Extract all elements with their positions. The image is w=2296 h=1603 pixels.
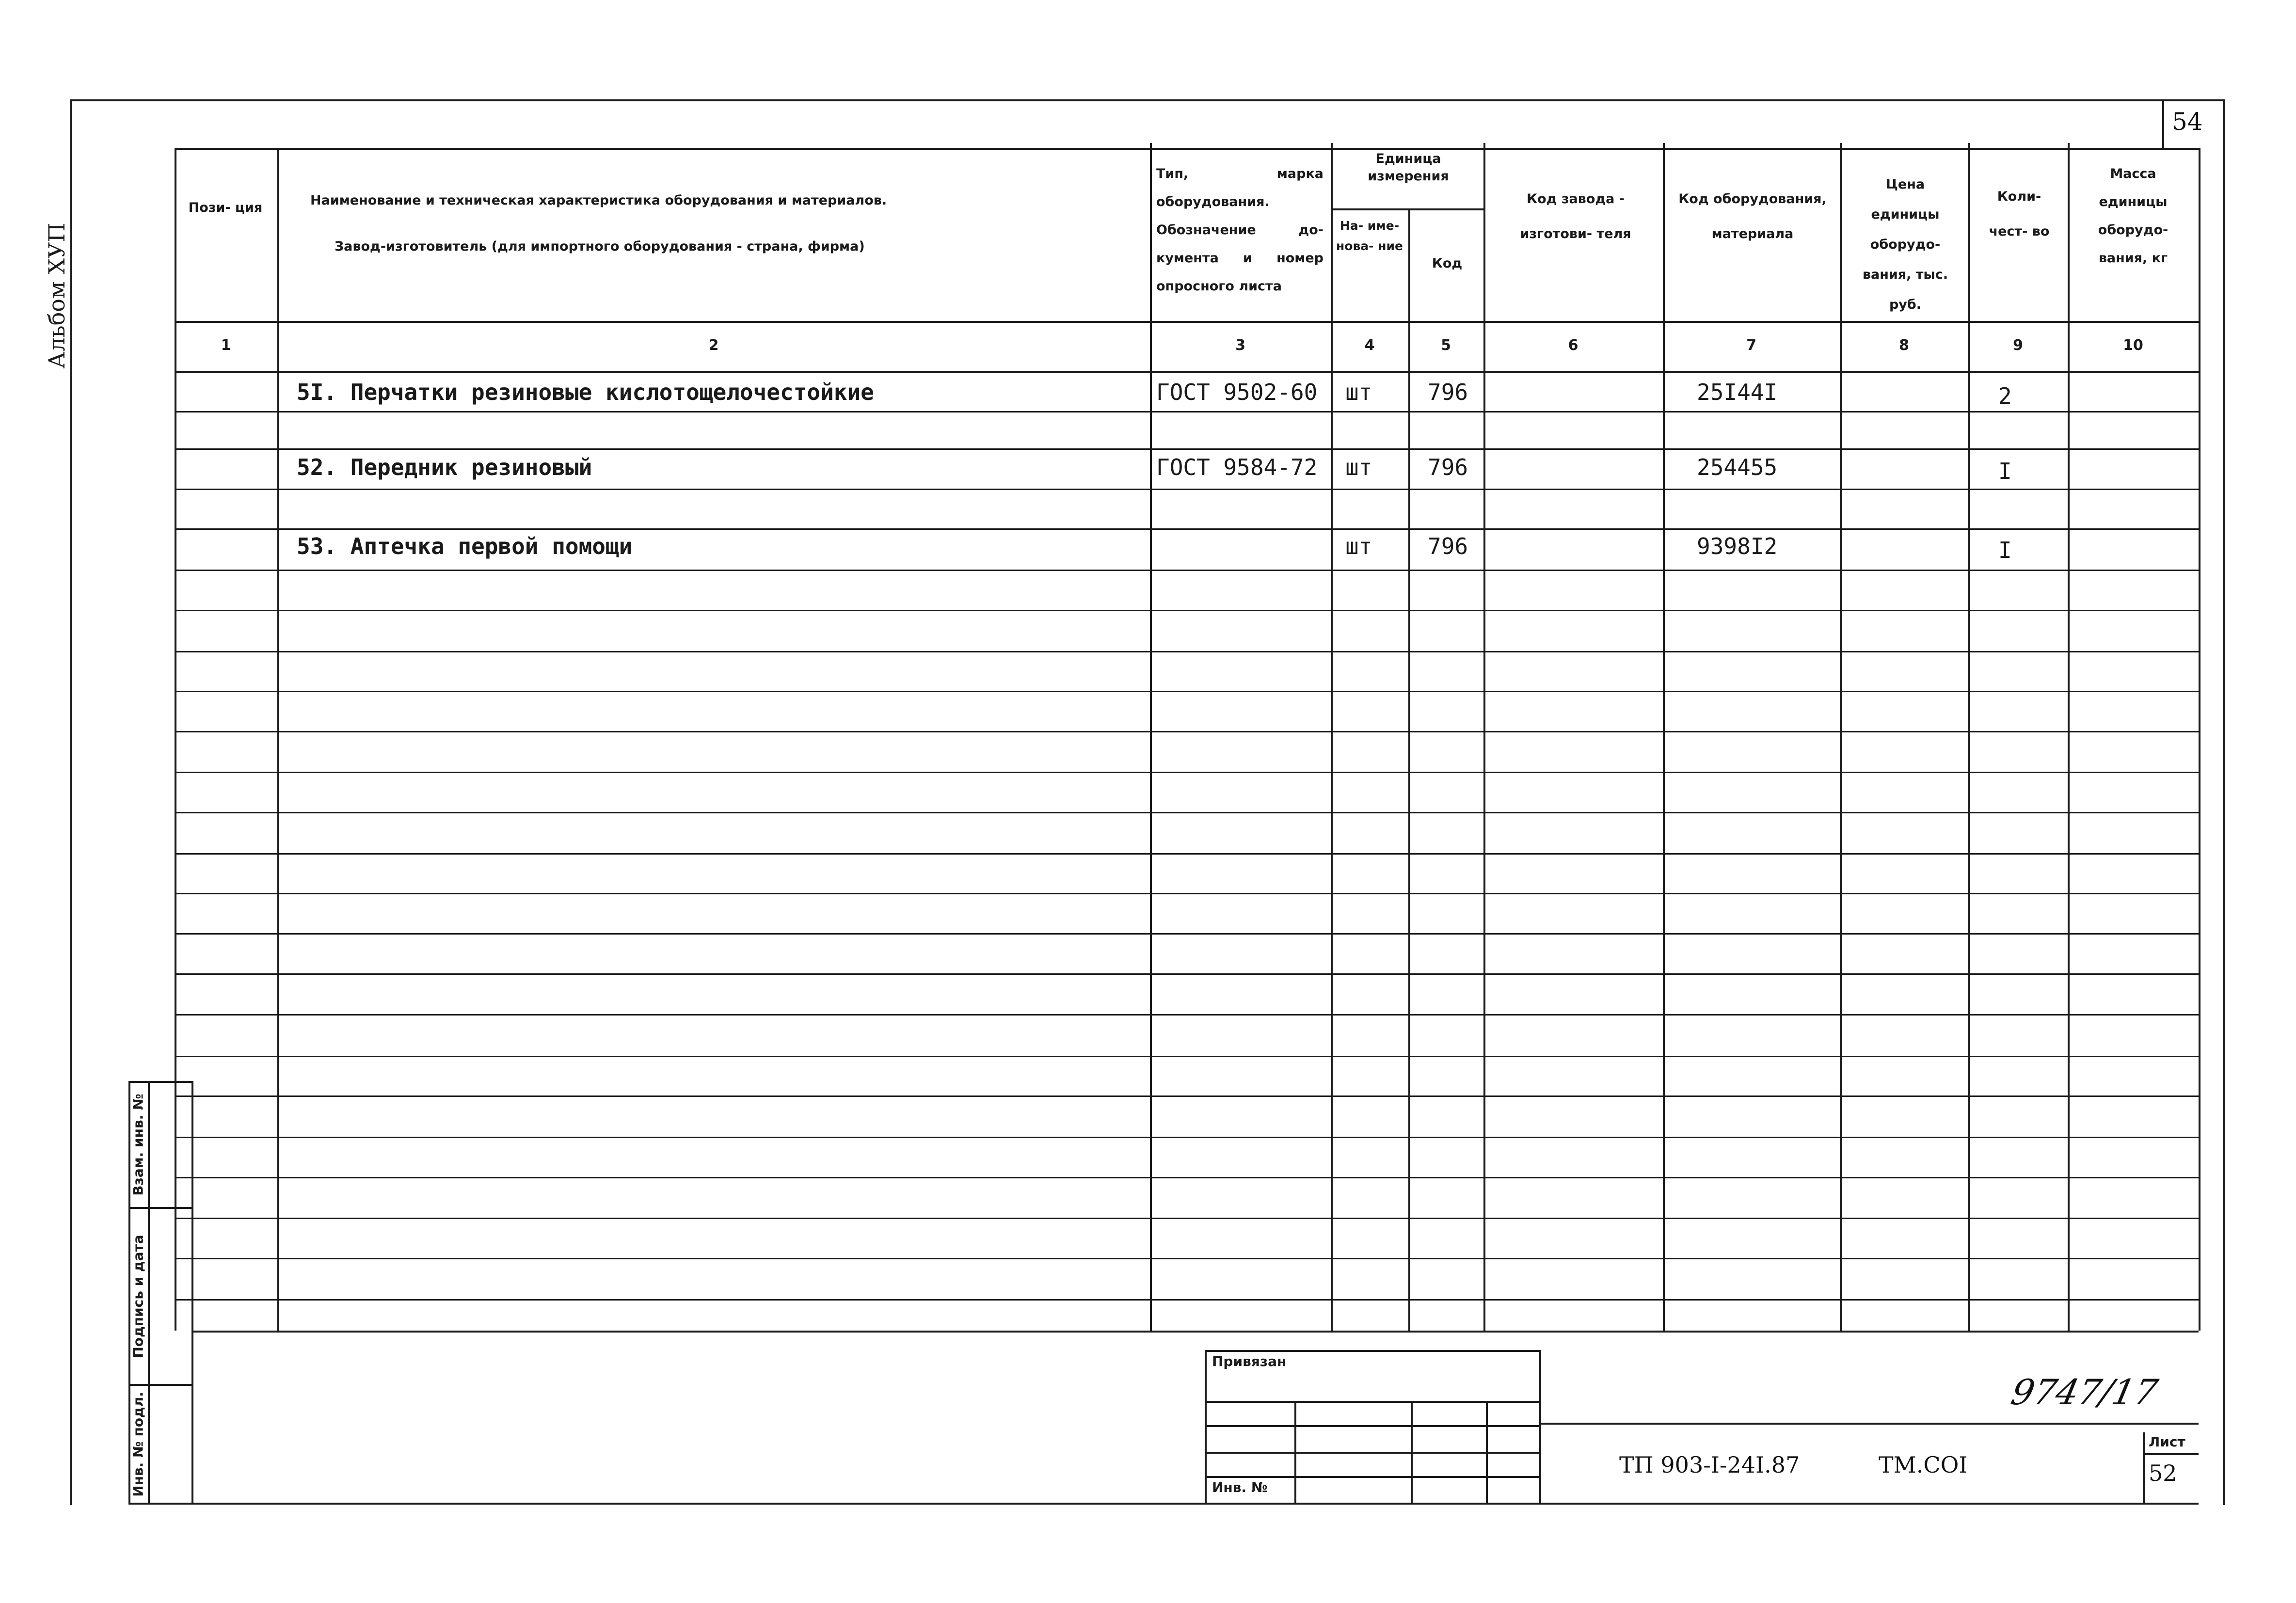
col-num-8: 8	[1899, 337, 1909, 354]
side-stamp-replace-inv: Взам. инв. №	[130, 1094, 146, 1196]
table-row-line	[175, 1095, 2199, 1097]
table-row-line	[175, 772, 2199, 773]
col-num-9: 9	[2013, 337, 2023, 354]
header-maker-code: Код завода - изготови- теля	[1520, 191, 1631, 241]
header-top-line	[175, 148, 2199, 150]
col-num-1: 1	[221, 337, 231, 354]
col-num-5: 5	[1441, 337, 1451, 354]
table-bottom-line	[191, 1331, 2199, 1333]
col-num-7: 7	[1746, 337, 1756, 354]
bound-box-h2	[1205, 1425, 1539, 1427]
bound-box-h4	[1205, 1476, 1539, 1478]
table-row-line	[175, 651, 2199, 652]
table-row-line	[175, 893, 2199, 894]
row2-name: 52. Передник резиновый	[297, 454, 592, 480]
row1-unit: шт	[1345, 379, 1372, 405]
col-num-4: 4	[1364, 337, 1375, 354]
col-num-6: 6	[1568, 337, 1578, 354]
side-stamp-signature: Подпись и дата	[130, 1235, 146, 1358]
frame-top	[70, 99, 2223, 101]
header-qty: Коли- чест- во	[1989, 189, 2050, 239]
table-row-line	[175, 731, 2199, 732]
row2-equip-code: 254455	[1697, 454, 1778, 480]
frame-left	[70, 99, 72, 1505]
row2-unit: шт	[1345, 454, 1372, 480]
table-row-line	[175, 528, 2199, 530]
unit-sub-line	[1331, 208, 1483, 210]
bound-box-h3	[1205, 1452, 1539, 1454]
sheet-value: 52	[2149, 1460, 2177, 1486]
sheet-number-box	[2162, 99, 2164, 148]
table-row-line	[175, 411, 2199, 413]
row2-qty: I	[1998, 458, 2012, 484]
table-row-line	[175, 933, 2199, 935]
colnum-bottom-line	[175, 371, 2199, 373]
table-row-line	[175, 1056, 2199, 1057]
table-row-line	[175, 1177, 2199, 1178]
table-row-line	[175, 1218, 2199, 1219]
table-row-line	[175, 1258, 2199, 1259]
header-name-line1: Наименование и техническая характеристика оборудования и материалов.	[310, 193, 887, 208]
header-mass: Масса единицы оборудо- вания, кг	[2098, 166, 2168, 266]
sheet-cell-line	[2143, 1432, 2145, 1503]
col-num-3: 3	[1235, 337, 1245, 354]
bound-label: Привязан	[1212, 1353, 1287, 1369]
table-row-line	[175, 448, 2199, 450]
inv-label: Инв. №	[1212, 1479, 1268, 1495]
col-line-4	[1408, 208, 1410, 1331]
table-row-line	[175, 1137, 2199, 1138]
bound-box-h1	[1205, 1401, 1539, 1403]
row3-unit-code: 796	[1428, 533, 1468, 559]
row2-unit-code: 796	[1428, 454, 1468, 480]
sheet-number: 54	[2172, 108, 2203, 136]
doc-part: ТМ.СОI	[1879, 1452, 1968, 1478]
header-bottom-line	[175, 321, 2199, 323]
table-row-line	[175, 489, 2199, 490]
sheet-label: Лист	[2149, 1434, 2185, 1450]
bound-box-v3	[1486, 1401, 1488, 1503]
table-row-line	[175, 973, 2199, 975]
table-row-line	[175, 1299, 2199, 1301]
album-label: Альбом ХУП	[44, 222, 70, 369]
header-unit-name: На- име- нова- ние	[1336, 219, 1403, 253]
row3-name: 53. Аптечка первой помощи	[297, 533, 633, 559]
row1-qty: 2	[1998, 383, 2012, 409]
bound-box-top	[1205, 1350, 1539, 1352]
row2-type: ГОСТ 9584-72	[1156, 454, 1318, 480]
row1-equip-code: 25I44I	[1697, 379, 1778, 405]
handwritten-number: 9747/17	[2008, 1372, 2162, 1413]
row3-equip-code: 9398I2	[1697, 533, 1778, 559]
bound-box-v1	[1294, 1401, 1296, 1503]
table-row-line	[175, 853, 2199, 855]
bound-box-right	[1539, 1350, 1541, 1503]
header-unit: Единица измерения	[1368, 151, 1449, 184]
title-right-line	[1539, 1423, 2199, 1425]
header-equip-code: Код оборудования, материала	[1678, 191, 1827, 241]
row1-name: 5I. Перчатки резиновые кислотощелочестойкие	[297, 379, 874, 405]
header-unit-code: Код	[1432, 256, 1463, 271]
doc-code: ТП 903-I-24I.87	[1619, 1452, 1800, 1478]
table-row-line	[175, 812, 2199, 813]
frame-right	[2223, 99, 2225, 1505]
row1-type: ГОСТ 9502-60	[1156, 379, 1318, 405]
row1-unit-code: 796	[1428, 379, 1468, 405]
header-name-line2: Завод-изготовитель (для импортного оборудования - страна, фирма)	[335, 239, 865, 254]
col-line-0	[175, 148, 176, 1331]
side-stamp-line-b	[148, 1081, 150, 1503]
header-position: Пози- ция	[188, 200, 263, 215]
side-stamp-line-c	[191, 1081, 193, 1503]
table-row-line	[175, 1014, 2199, 1016]
header-type: Тип, марка оборудования. Обозначение до- кумента и номер опросного листа	[1156, 166, 1323, 294]
table-row-line	[175, 610, 2199, 611]
col-line-1	[277, 148, 279, 1331]
side-stamp-orig-inv: Инв. № подл.	[130, 1392, 146, 1497]
frame-bottom-line	[128, 1503, 2199, 1505]
col-num-2: 2	[708, 337, 719, 354]
bound-box-v2	[1411, 1401, 1413, 1503]
sheet-cell-divider	[2143, 1453, 2199, 1455]
row3-qty: I	[1998, 537, 2012, 563]
row3-unit: шт	[1345, 533, 1372, 559]
header-price: Цена единицы оборудо- вания, тыс. руб.	[1862, 177, 1948, 312]
col-num-10: 10	[2123, 337, 2143, 354]
col-line-10	[2199, 148, 2200, 1331]
table-row-line	[175, 570, 2199, 571]
table-row-line	[175, 691, 2199, 692]
